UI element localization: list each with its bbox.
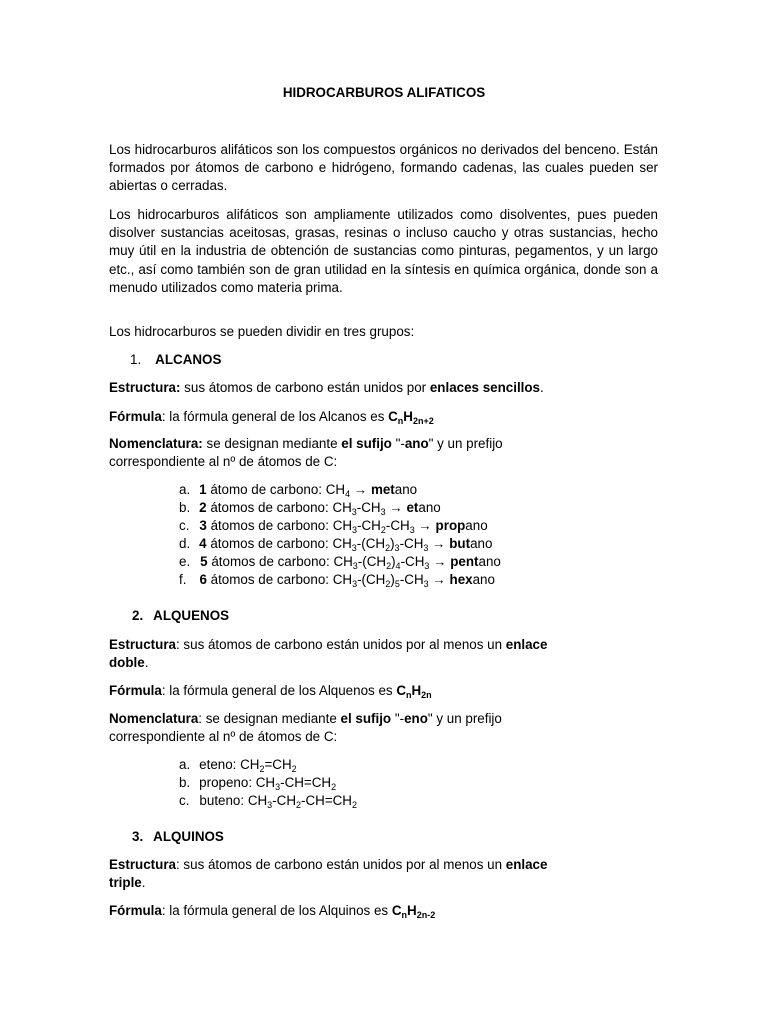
list-item: d. 4 átomos de carbono: $CH_3-(CH_2)_3-CH_3 \to butano$ bbox=[179, 536, 493, 553]
section-alquenos-heading bbox=[132, 607, 229, 625]
list-item: e. 5 átomos de carbono: $CH_3-(CH_2)_4-CH_3 \to pentano$ bbox=[179, 554, 501, 571]
list-item: a. 1 átomo de carbono: $CH_4 \to metano$ bbox=[179, 482, 418, 499]
section-title: ALQUENOS bbox=[153, 608, 230, 623]
alquinos-estructura: Estructura: sus átomos de carbono están unidos por al menos un enlace bbox=[109, 857, 548, 872]
alquenos-estructura: Estructura: sus átomos de carbono están unidos por al menos un enlace bbox=[109, 637, 548, 652]
alcanos-estructura: Estructura: sus átomos de carbono están unidos por enlaces sencillos. bbox=[109, 380, 544, 395]
alquinos-estructura-line2: triple. bbox=[109, 875, 146, 890]
intro-paragraph-2: Los hidrocarburos alifáticos son ampliamente utilizados como disolventes, pues pueden disolver sustancias aceitosas, grasas, resinas o incluso caucho y otras sustancias, hecho muy útil en la industria de obtención de sustancias como pinturas, pegamentos, y un largo etc., así como también son de gran utilidad en la síntesis en química orgánica, donde son a menudo utilizados como materia prima. bbox=[109, 207, 658, 295]
list-item: a. eteno: $CH_2=CH_2$ bbox=[179, 757, 297, 774]
alcanos-nomenclatura-line2: correspondiente al nº de átomos de C: bbox=[109, 454, 338, 469]
alquenos-estructura-line2: doble. bbox=[109, 655, 149, 670]
section-alcanos-heading bbox=[130, 351, 221, 369]
list-item: c. 3 átomos de carbono: $CH_3-CH_2-CH_3$ → propano bbox=[179, 518, 488, 535]
intro-paragraph-3: Los hidrocarburos se pueden dividir en tres grupos: bbox=[109, 324, 415, 339]
list-item: b. 2 átomos de carbono: $CH_3-CH_3 \to etano$ bbox=[179, 500, 441, 517]
list-item: f. 6 átomos de carbono: $CH_3-(CH_2)_5-CH_3$ → hexano bbox=[179, 572, 495, 589]
list-item: b. propeno: $CH_3-CH=CH_2$ bbox=[179, 775, 337, 792]
section-title: ALQUINOS bbox=[153, 829, 224, 844]
alquenos-nomenclatura: Nomenclatura: se designan mediante el sufijo "-eno" y un prefijo bbox=[109, 711, 502, 726]
section-number: 1. bbox=[130, 352, 142, 367]
section-number: 2. bbox=[132, 608, 144, 623]
section-title: ALCANOS bbox=[155, 352, 222, 367]
list-item: c. buteno: $CH_3-CH_2-CH=CH_2$ bbox=[179, 793, 357, 810]
alcanos-nomenclatura: Nomenclatura: se designan mediante el sufijo "-ano" y un prefijo bbox=[109, 436, 503, 451]
section-number: 3. bbox=[132, 829, 144, 844]
alcanos-formula: Fórmula: la fórmula general de los Alcanos es $C_nH_{2n+2}$ bbox=[109, 409, 434, 426]
alquenos-nomenclatura-line2: correspondiente al nº de átomos de C: bbox=[109, 729, 338, 744]
alquenos-formula: Fórmula: la fórmula general de los Alquenos es $C_nH_{2n}$ bbox=[109, 683, 432, 700]
alquinos-formula: Fórmula: la fórmula general de los Alquinos es $C_nH_{2n-2}$ bbox=[109, 903, 436, 920]
intro-paragraph-1: Los hidrocarburos alifáticos son los compuestos orgánicos no derivados del benceno. Están formados por átomos de carbono e hidrógeno, formando cadenas, las cuales pueden ser abiertas o cerradas. bbox=[109, 142, 658, 194]
section-alquinos-heading bbox=[132, 828, 224, 846]
document-title: HIDROCARBUROS ALIFATICOS bbox=[282, 85, 486, 100]
